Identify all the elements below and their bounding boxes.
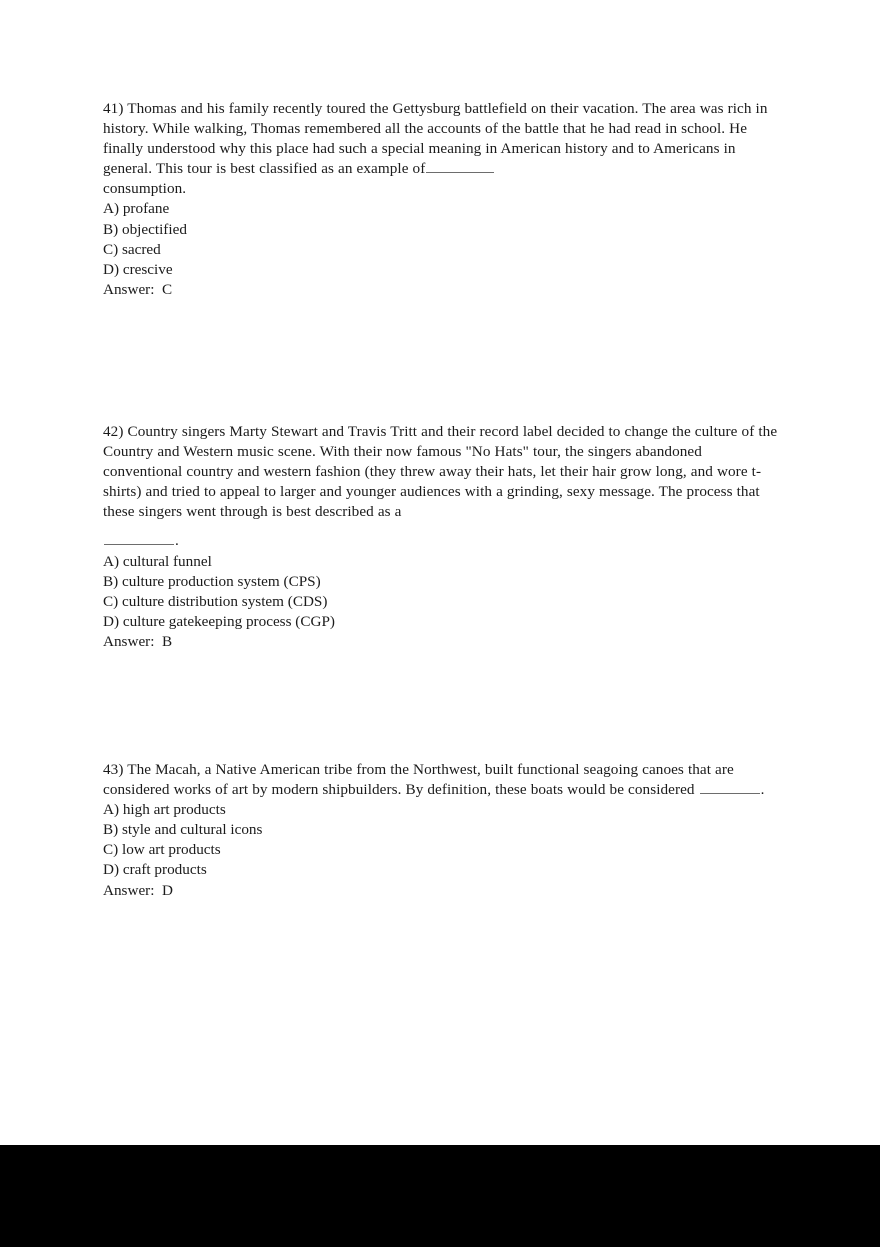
option-43-b[interactable]: B) style and cultural icons (103, 821, 263, 839)
question-stem-42: 42) Country singers Marty Stewart and Travis Tritt and their record label decided to change the culture of the Country and Western music scene. With their now famous "No Hats" tour, the singers abandoned conventional country and western fashion (they threw away their hats, let their hair grow long, and wore t-shirts) and tried to appeal to larger and younger audiences with a grinding, sexy message. The process that these singers went through is best described as a (103, 422, 778, 521)
question-block-41 (103, 99, 779, 300)
answer-line-41: Answer: C (103, 280, 173, 298)
fill-in-blank-42 (104, 532, 174, 545)
question-stem-text-43: 43) The Macah, a Native American tribe from the Northwest, built functional seagoing canoes that are considered works of art by modern shipbuilders. By definition, these boats would be considered (103, 760, 734, 799)
fill-in-blank-41 (426, 160, 494, 173)
option-list-42 (103, 552, 779, 632)
option-43-d[interactable]: D) craft products (103, 861, 207, 879)
option-41-b[interactable]: B) objectified (103, 220, 187, 238)
option-42-c[interactable]: C) culture distribution system (CDS) (103, 592, 328, 610)
spacer-between-41-and-42 (103, 300, 779, 422)
question-stem-tail-43: . (760, 781, 765, 799)
option-43-a[interactable]: A) high art products (103, 801, 226, 819)
fill-in-blank-line-42 (103, 522, 779, 551)
question-column (103, 99, 779, 901)
question-block-42 (103, 422, 779, 652)
question-stem-text-41: 41) Thomas and his family recently toured the Gettysburg battlefield on their vacation. The area was rich in history. While walking, Thomas remembered all the accounts of the battle that he had read in school. He finally understood why this place had such a special meaning in American history and to Americans in general. This tour is best classified as an example of (103, 100, 768, 178)
option-41-a[interactable]: A) profane (103, 200, 170, 218)
option-41-d[interactable]: D) crescive (103, 260, 173, 278)
option-42-a[interactable]: A) cultural funnel (103, 552, 212, 570)
question-block-43 (103, 760, 779, 901)
spacer-between-42-and-43 (103, 652, 779, 760)
option-41-c[interactable]: C) sacred (103, 240, 161, 258)
answer-line-43: Answer: D (103, 881, 174, 899)
option-list-41 (103, 199, 779, 279)
option-42-d[interactable]: D) culture gatekeeping process (CGP) (103, 612, 335, 630)
fill-in-blank-43 (700, 781, 760, 794)
question-stem-tail-42: . (175, 532, 179, 550)
page-footer-black-band (0, 1145, 880, 1247)
question-stem-41 (103, 99, 779, 199)
question-stem-tail-41: consumption. (103, 180, 187, 198)
option-43-c[interactable]: C) low art products (103, 841, 221, 859)
answer-line-42: Answer: B (103, 632, 173, 650)
option-42-b[interactable]: B) culture production system (CPS) (103, 572, 321, 590)
question-stem-43 (103, 760, 779, 800)
option-list-43 (103, 800, 779, 880)
